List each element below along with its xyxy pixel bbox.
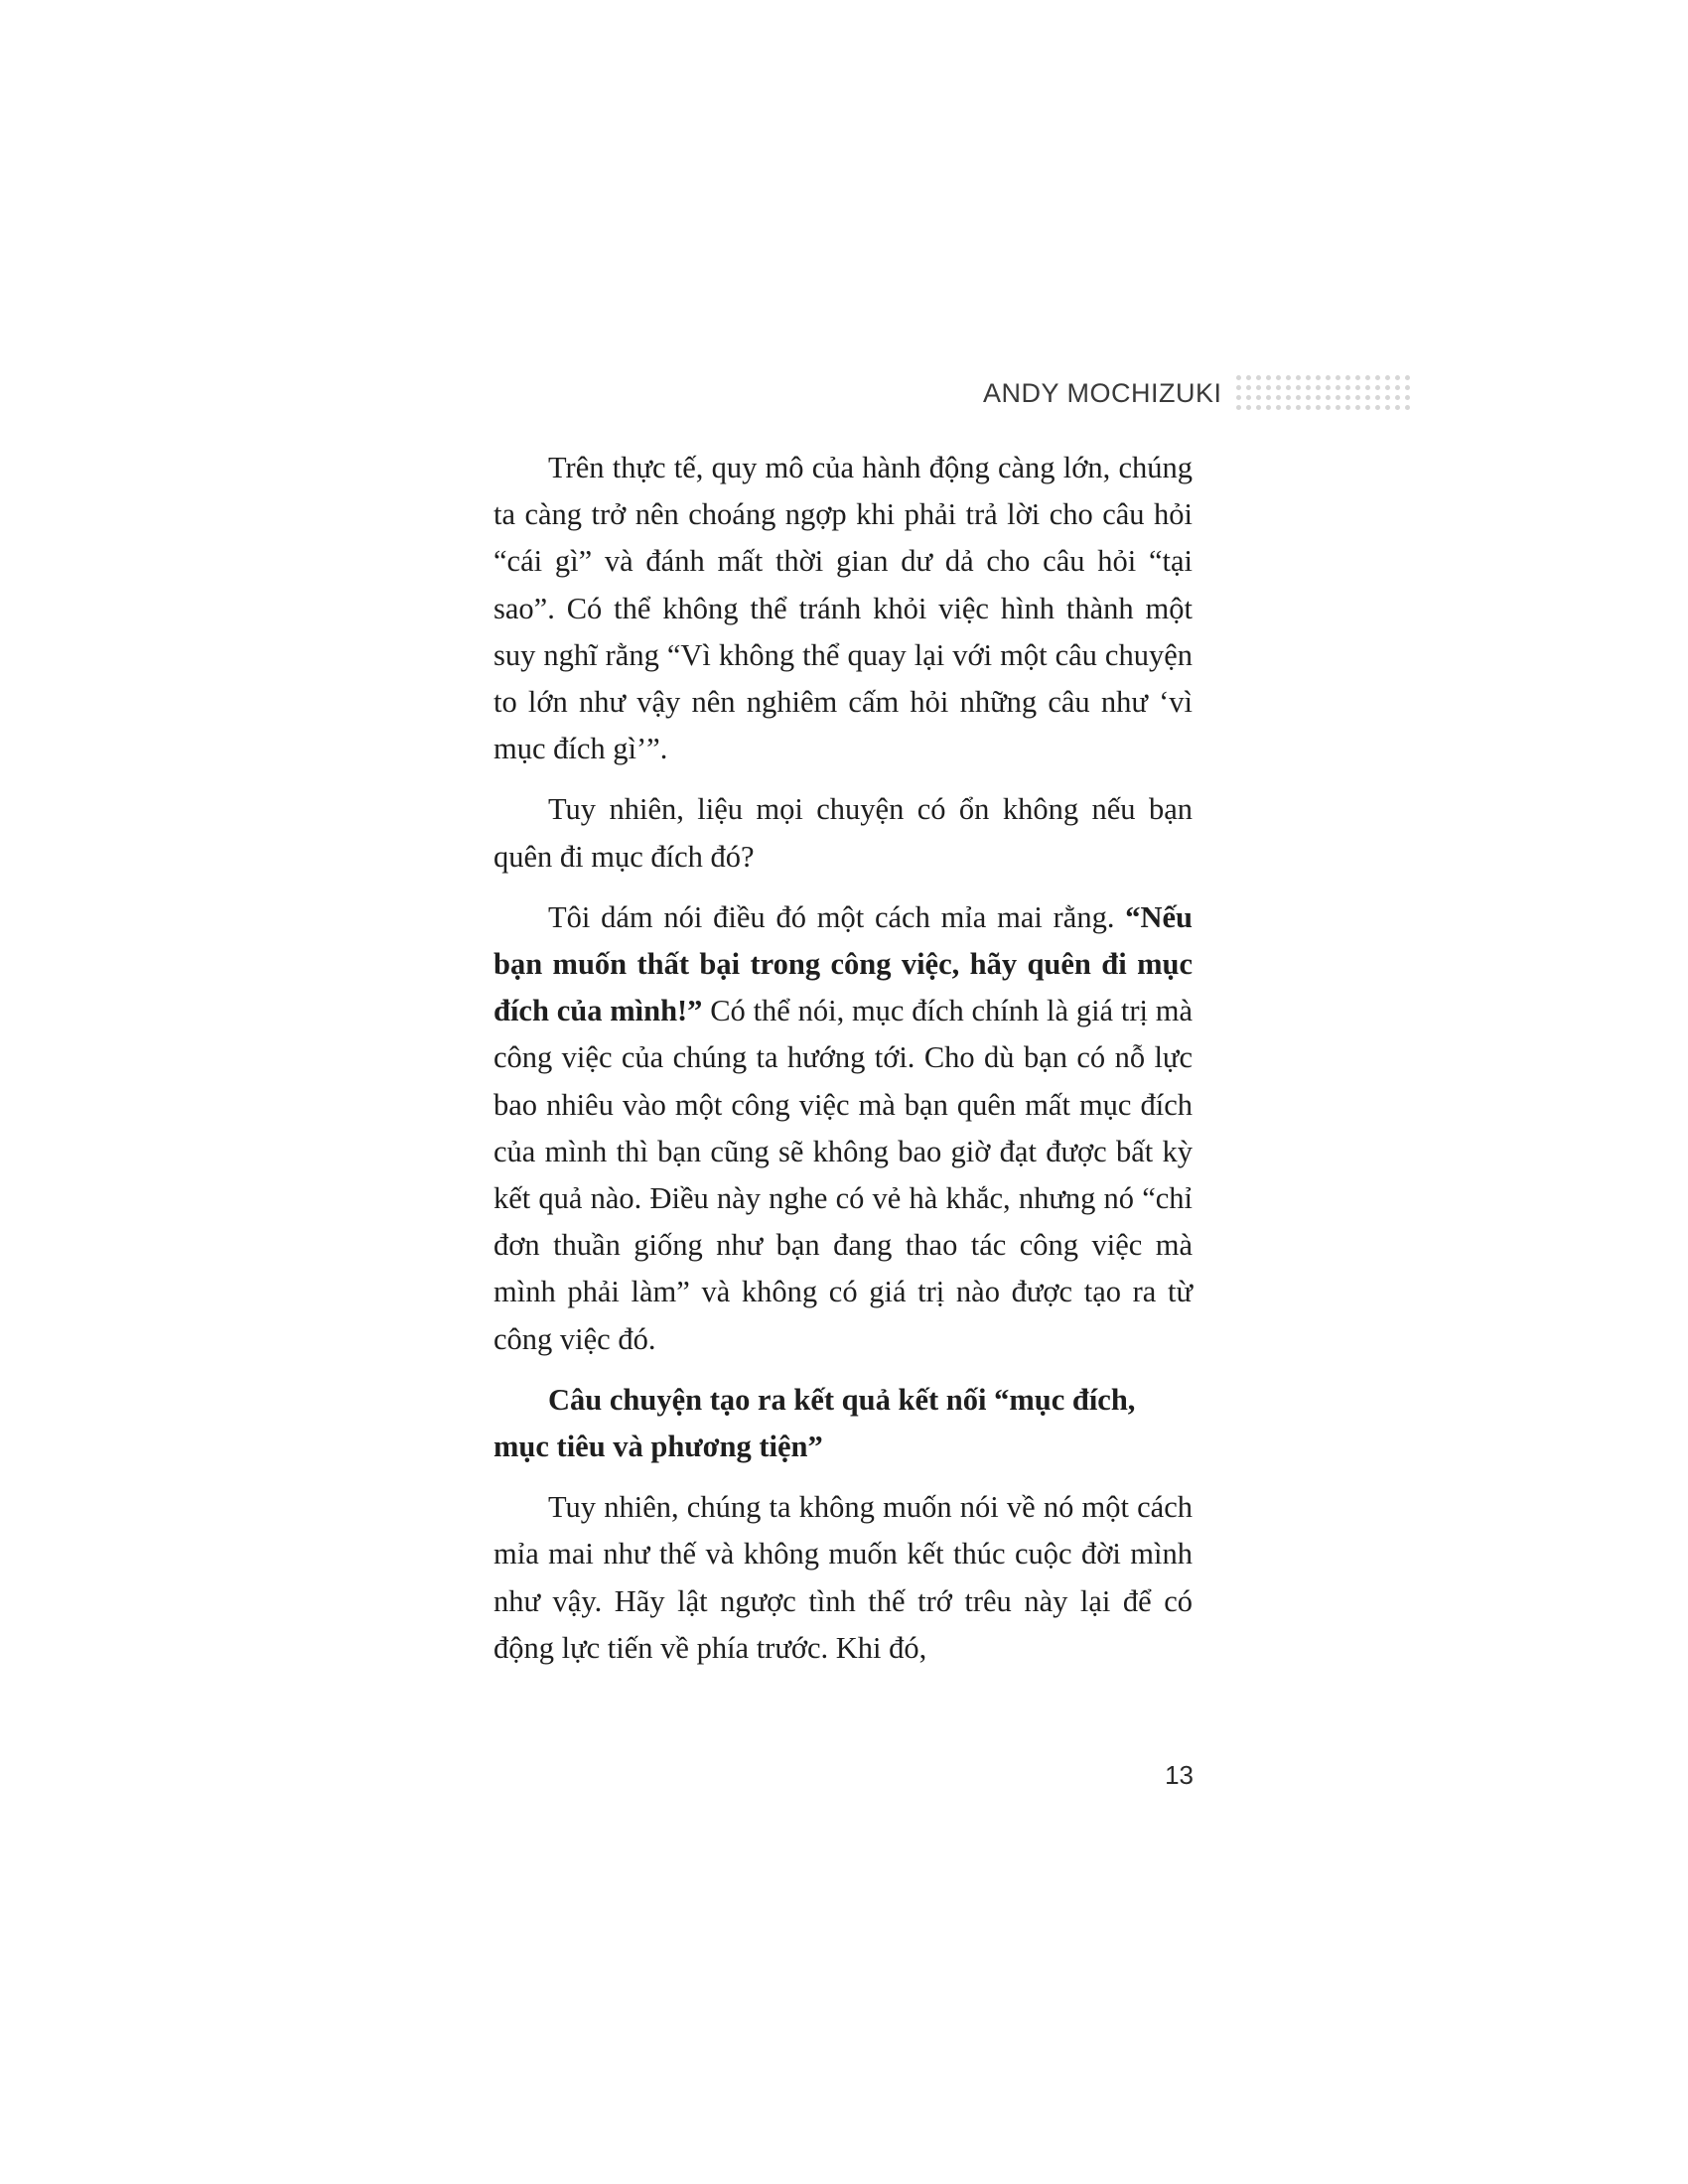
page-number: 13 — [1165, 1760, 1194, 1790]
paragraph-3-rest: Có thể nói, mục đích chính là giá trị mà công việc của chúng ta hướng tới. Cho dù bạn có nỗ lực bao nhiêu vào một công việc mà bạn quên mất mục đích của mình thì bạn cũng sẽ không bao giờ đạt được bất kỳ kết quả nào. Điều này nghe có vẻ hà khắc, nhưng nó “chỉ đơn thuần giống như bạn đang thao tác công việc mà mình phải làm” và không có giá trị nào được tạo ra từ công việc đó. — [493, 994, 1193, 1356]
paragraph-3-bold-quote: “Nếu bạn muốn thất bại trong công việc, hãy quên đi mục đích của mình!” — [493, 899, 1193, 1028]
paragraph-3-intro: Tôi dám nói điều đó một cách mỉa mai rằng. — [548, 899, 1126, 934]
running-header — [983, 369, 1412, 417]
dot-pattern-decoration — [1236, 375, 1412, 412]
paragraph-2: Tuy nhiên, liệu mọi chuyện có ổn không nếu bạn quên đi mục đích đó? — [493, 792, 1193, 874]
paragraph-3 — [493, 894, 1193, 1363]
paragraph-1: Trên thực tế, quy mô của hành động càng lớn, chúng ta càng trở nên choáng ngợp khi phải trả lời cho câu hỏi “cái gì” và đánh mất thời gian dư dả cho câu hỏi “tại sao”. Có thể không thể tránh khỏi việc hình thành một suy nghĩ rằng “Vì không thể quay lại với một câu chuyện to lớn như vậy nên nghiêm cấm hỏi những câu như ‘vì mục đích gì’”. — [493, 451, 1193, 766]
body-text — [493, 445, 1193, 1686]
author-name: ANDY MOCHIZUKI — [983, 377, 1222, 408]
section-subheading: Câu chuyện tạo ra kết quả kết nối “mục đích, mục tiêu và phương tiện” — [493, 1382, 1136, 1464]
paragraph-4: Tuy nhiên, chúng ta không muốn nói về nó một cách mỉa mai như thế và không muốn kết thúc cuộc đời mình như vậy. Hãy lật ngược tình thế trớ trêu này lại để có động lực tiến về phía trước. Khi đó, — [493, 1490, 1193, 1665]
